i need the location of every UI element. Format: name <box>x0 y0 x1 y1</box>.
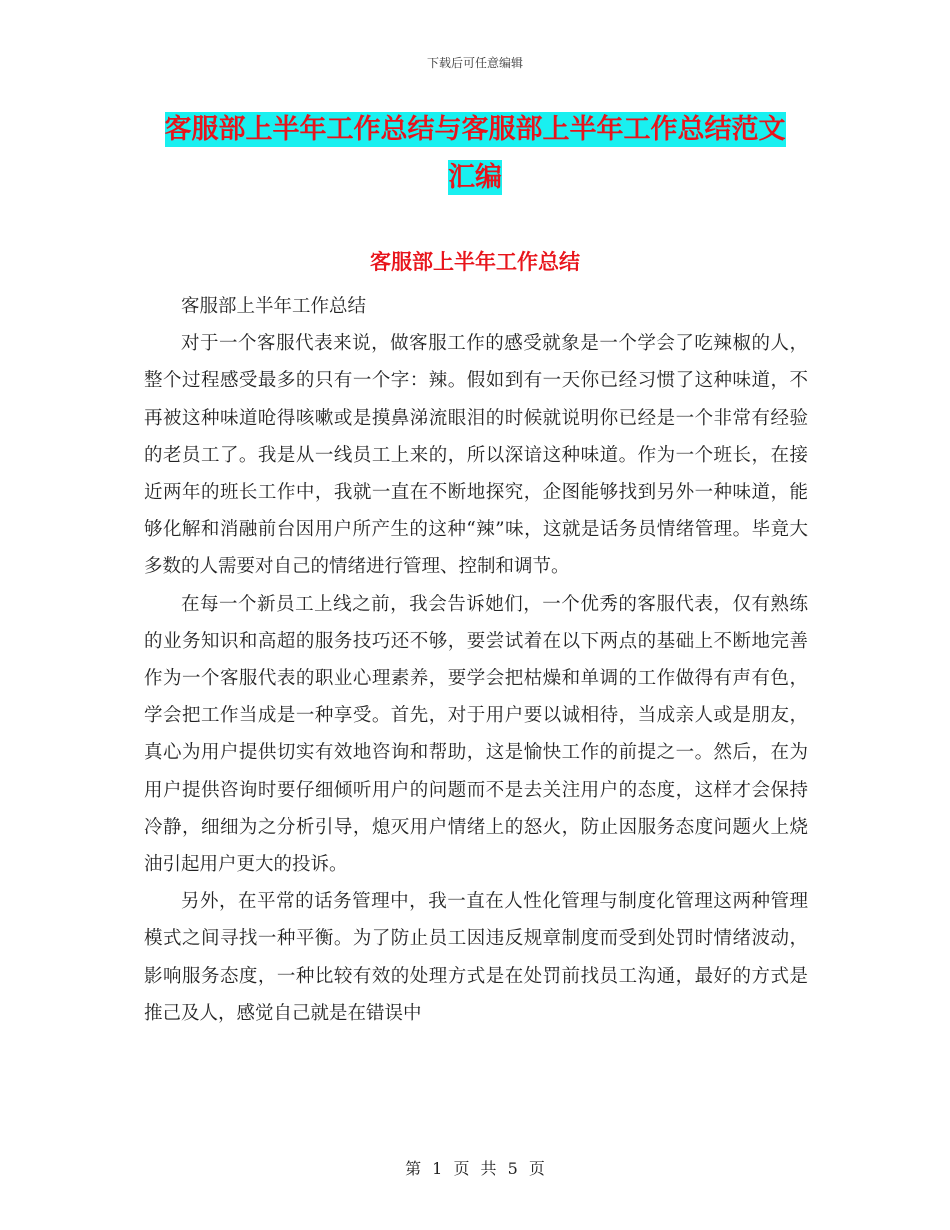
document-title-line1: 客服部上半年工作总结与客服部上半年工作总结范文 <box>164 114 786 145</box>
document-title <box>140 106 810 202</box>
paragraph: 对于一个客服代表来说，做客服工作的感受就象是一个学会了吃辣椒的人，整个过程感受最多的只有一个字：辣。假如到有一天你已经习惯了这种味道，不再被这种味道呛得咳嗽或是摸鼻涕流眼泪的时候就说明你已经是一个非常有经验的老员工了。我是从一线员工上来的，所以深谙这种味道。作为一个班长，在接近两年的班长工作中，我就一直在不断地探究，企图能够找到另外一种味道，能够化解和消融前台因用户所产生的这种“辣”味，这就是话务员情绪管理。毕竟大多数的人需要对自己的情绪进行管理、控制和调节。 <box>144 333 808 578</box>
document-body <box>144 288 808 1032</box>
page-footer-number: 第 1 页 共 5 页 <box>405 1159 545 1178</box>
paragraph: 在每一个新员工上线之前，我会告诉她们，一个优秀的客服代表，仅有熟练的业务知识和高超的服务技巧还不够，要尝试着在以下两点的基础上不断地完善作为一个客服代表的职业心理素养，要学会把枯燥和单调的工作做得有声有色，学会把工作当成是一种享受。首先，对于用户要以诚相待，当成亲人或是朋友，真心为用户提供切实有效地咨询和帮助，这是愉快工作的前提之一。然后，在为用户提供咨询时要仔细倾听用户的问题而不是去关注用户的态度，这样才会保持冷静，细细为之分析引导，熄灭用户情绪上的怒火，防止因服务态度问题火上烧油引起用户更大的投诉。 <box>144 593 808 876</box>
paragraph: 另外，在平常的话务管理中，我一直在人性化管理与制度化管理这两种管理模式之间寻找一种平衡。为了防止员工因违反规章制度而受到处罚时情绪波动，影响服务态度，一种比较有效的处理方式是在处罚前找员工沟通，最好的方式是推己及人，感觉自己就是在错误中 <box>144 891 808 1024</box>
section-title: 客服部上半年工作总结 <box>370 250 580 274</box>
page-header-note: 下载后可任意编辑 <box>426 56 523 70</box>
document-title-line2: 汇编 <box>448 162 502 193</box>
paragraph: 客服部上半年工作总结 <box>181 296 367 317</box>
